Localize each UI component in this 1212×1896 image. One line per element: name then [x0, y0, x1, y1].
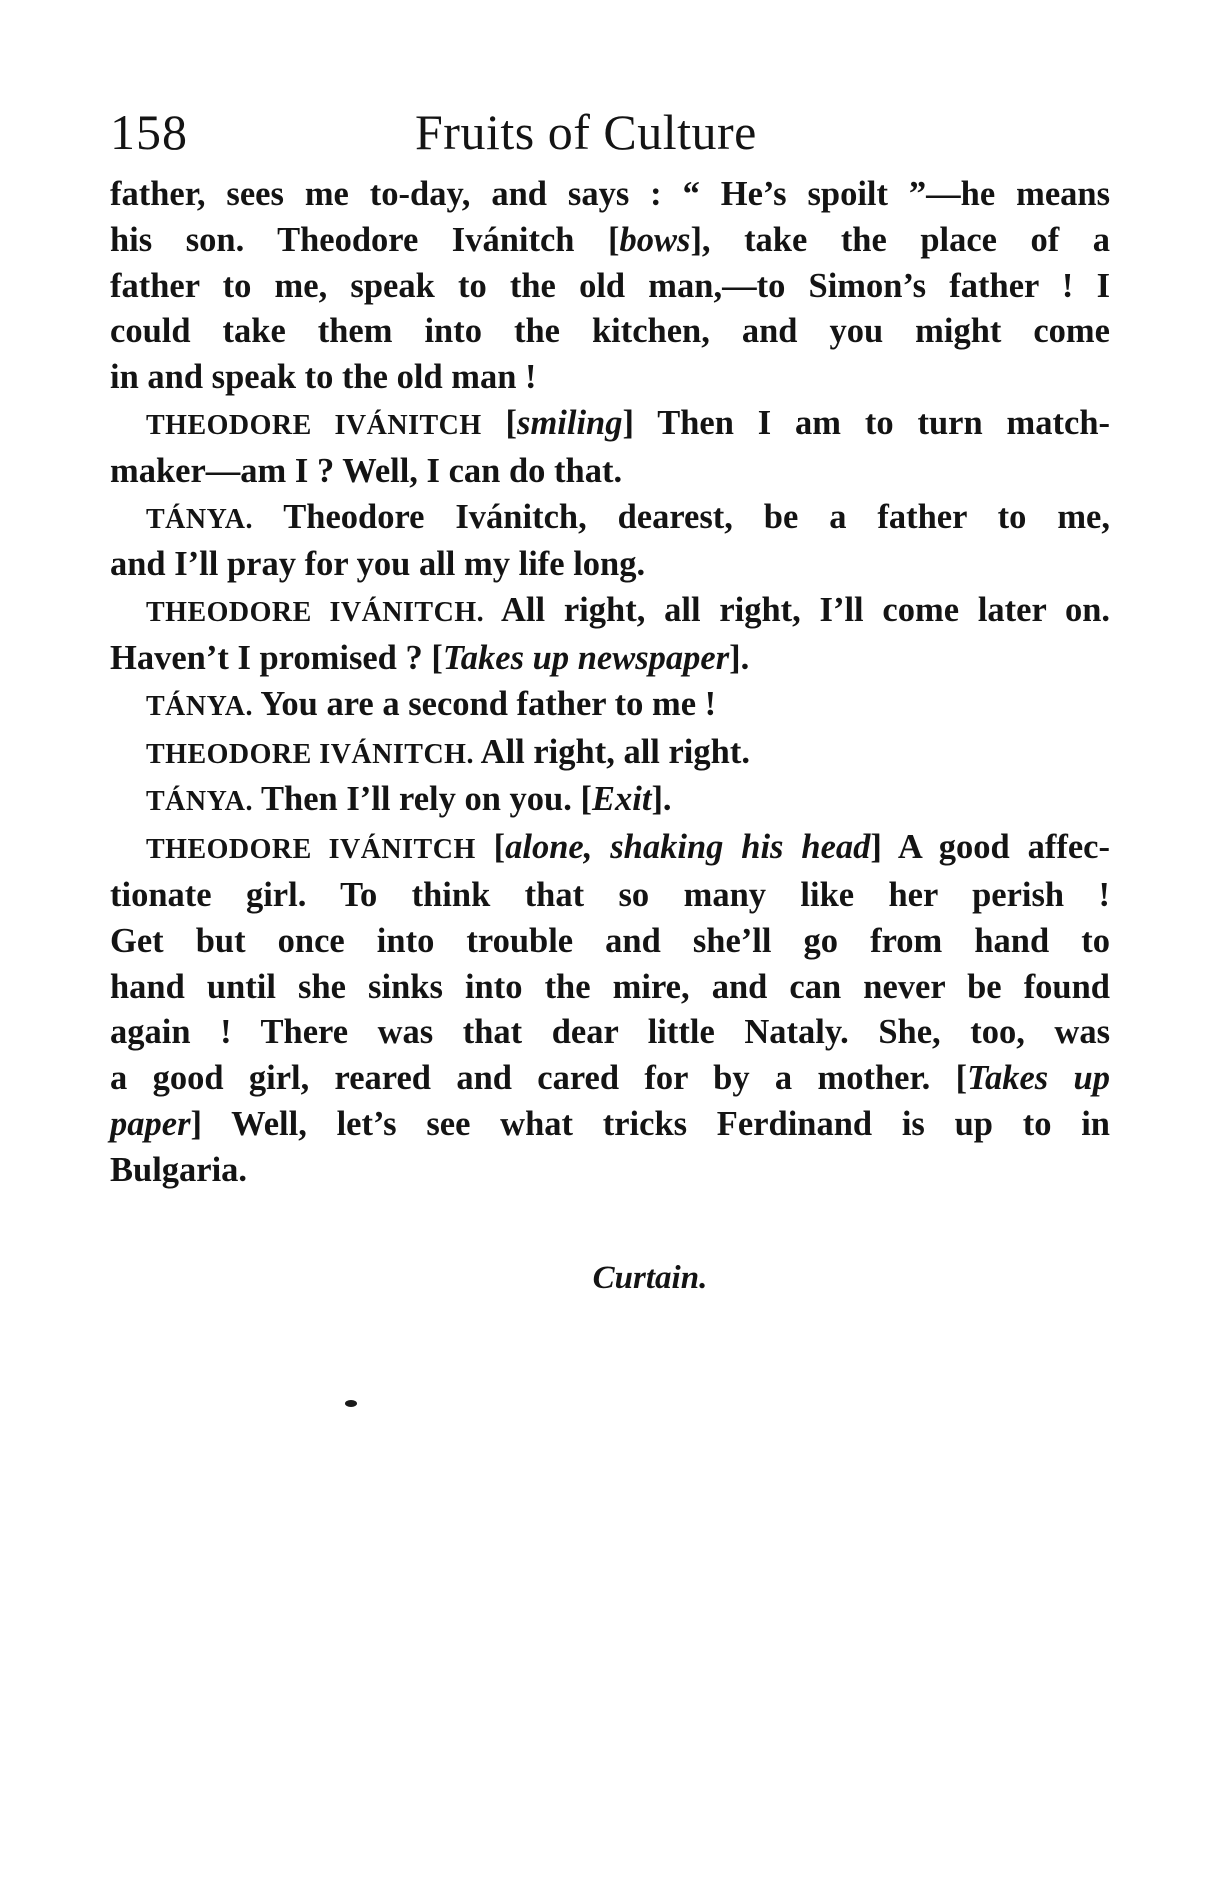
- text-line: THEODORE IVÁNITCH [smiling] Then I am to turn match-: [146, 403, 1110, 442]
- text-line: hand until she sinks into the mire, and can never be found: [110, 967, 1110, 1006]
- text-line: his son. Theodore Ivánitch [bows], take the place of a: [110, 220, 1110, 259]
- text-line: THEODORE IVÁNITCH. All right, all right, I’ll come later on.: [146, 591, 1111, 630]
- text-line: TÁNYA. You are a second father to me !: [146, 684, 717, 723]
- stage-direction: alone, shaking his head: [505, 828, 871, 867]
- speaker-name: THEODORE IVÁNITCH.: [146, 597, 485, 629]
- speaker-name: THEODORE IVÁNITCH: [146, 834, 476, 866]
- text-line: could take them into the kitchen, and you might come: [110, 312, 1110, 351]
- page-title: Fruits of Culture: [415, 104, 757, 160]
- stage-direction: Exit: [592, 780, 652, 819]
- play-text: [110, 172, 1110, 1194]
- speaker-name: TÁNYA.: [146, 786, 253, 818]
- speaker-name: THEODORE IVÁNITCH.: [146, 738, 474, 770]
- stage-direction: Takes up: [967, 1059, 1110, 1098]
- running-head: [110, 100, 1110, 172]
- text-line: paper] Well, let’s see what tricks Ferdinand is up to in: [110, 1104, 1110, 1143]
- text-line: father to me, speak to the old man,—to Simon’s father ! I: [110, 266, 1110, 305]
- text-line: and I’ll pray for you all my life long.: [110, 545, 646, 584]
- page-number: 158: [110, 104, 188, 160]
- text-line: Get but once into trouble and she’ll go from hand to: [110, 921, 1110, 960]
- speaker-name: TÁNYA.: [146, 690, 253, 722]
- stage-direction: smiling: [517, 403, 623, 442]
- text-line: father, sees me to-day, and says : “ He’s spoilt ”—he means: [110, 175, 1110, 213]
- text-line: maker—am I ? Well, I can do that.: [110, 451, 623, 490]
- text-line: Haven’t I promised ? [Takes up newspaper].: [110, 638, 750, 677]
- text-line: TÁNYA. Theodore Ivánitch, dearest, be a father to me,: [146, 497, 1110, 536]
- text-line: THEODORE IVÁNITCH [alone, shaking his head] A good affec-: [146, 828, 1110, 867]
- speaker-name: TÁNYA.: [146, 503, 253, 535]
- text-line: again ! There was that dear little Nataly. She, too, was: [110, 1013, 1110, 1052]
- text-line: TÁNYA. Then I’ll rely on you. [Exit].: [146, 780, 672, 819]
- text-line: Bulgaria.: [110, 1150, 248, 1189]
- stage-direction: Takes up newspaper: [442, 638, 730, 677]
- ink-speck: [345, 1400, 357, 1407]
- curtain-direction: Curtain.: [592, 1260, 708, 1296]
- stage-direction: paper: [110, 1104, 191, 1143]
- book-page: [110, 100, 1111, 1296]
- text-line: tionate girl. To think that so many like her perish !: [110, 875, 1110, 914]
- text-line: THEODORE IVÁNITCH. All right, all right.: [146, 732, 750, 771]
- text-line: in and speak to the old man !: [110, 358, 537, 397]
- text-line: a good girl, reared and cared for by a mother. [Takes up: [110, 1059, 1110, 1098]
- stage-direction: bows: [619, 220, 691, 259]
- speaker-name: THEODORE IVÁNITCH: [146, 409, 482, 441]
